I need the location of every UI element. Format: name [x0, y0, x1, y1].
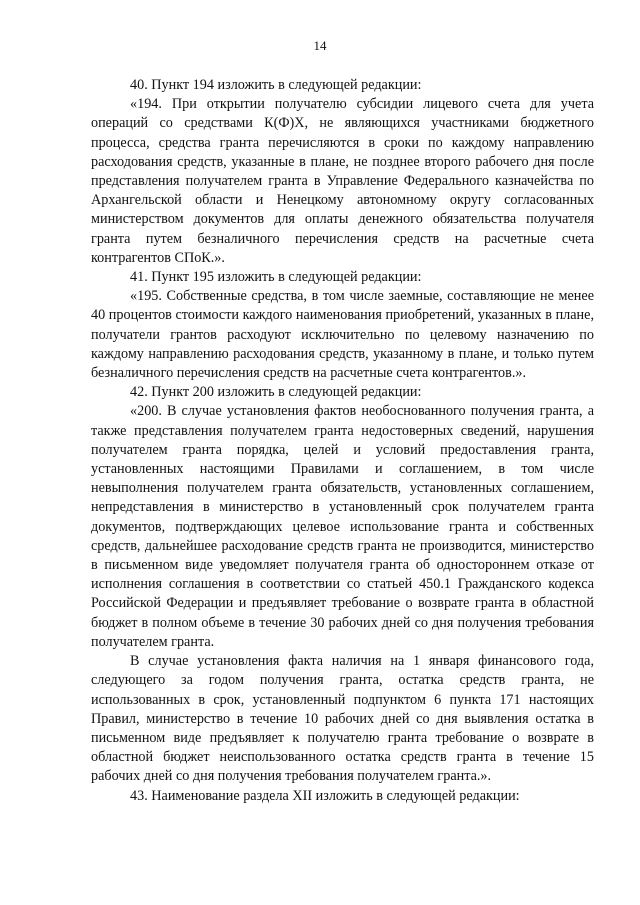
paragraph-item-40: 40. Пункт 194 изложить в следующей редакции:: [130, 77, 422, 93]
paragraph-item-41: 41. Пункт 195 изложить в следующей редакции:: [130, 269, 422, 286]
page-number: 14: [313, 38, 327, 53]
paragraph-clause-200: «200. В случае установления фактов необоснованного получения гранта, а также представления получателем гранта недостоверных сведений, нарушения получателем гранта порядка, целей и условий предоставления гранта, установленных настоящими Правилами и соглашением, в том числе невыполнения получателем гранта обязательств, установленных соглашением, непредставления в министерство в установленный срок получателем гранта документов, подтверждающих целевое использование гранта и собственных средств, дальнейшее расходование средств гранта не производится, министерство в письменном виде уведомляет получателя гранта об одностороннем отказе от исполнения соглашения в соответствии со статьей 450.1 Гражданского кодекса Российской Федерации и предъявляет требование о возврате гранта в областной бюджет в полном объеме в течение 30 рабочих дней со дня получения требования получателем гранта.: [91, 403, 594, 650]
document-body: [91, 76, 594, 806]
paragraph-clause-194: «194. При открытии получателю субсидии лицевого счета для учета операций со средствами К(Ф)Х, не являющихся участниками бюджетного процесса, средства гранта перечисляются в сроки по каждому направлению расходования средств, указанные в плане, не позднее второго рабочего дня после представления получателем гранта в Управление Федерального казначейства по Архангельской области и Ненецкому автономному округу согласованных министерством документов для оплаты денежного обязательства получателя гранта путем безналичного перечисления средств на расчетные счета контрагентов СПоК.».: [91, 96, 594, 266]
paragraph-clause-195: «195. Собственные средства, в том числе заемные, составляющие не менее 40 процентов стоимости каждого наименования приобретений, указанных в плане, получатели грантов расходуют исключительно по целевому назначению по каждому направлению расходования средств, указанному в плане, и только путем безналичного перечисления средств на расчетные счета контрагентов.».: [91, 288, 594, 382]
paragraph-item-42: 42. Пункт 200 изложить в следующей редакции:: [130, 384, 422, 401]
paragraph-item-43: 43. Наименование раздела XII изложить в следующей редакции:: [130, 787, 520, 804]
paragraph-clause-200-cont: В случае установления факта наличия на 1 января финансового года, следующего за годом получения гранта, остатка средств гранта, не использованных в срок, установленный подпунктом 6 пункта 171 настоящих Правил, министерство в течение 10 рабочих дней со дня выявления остатка в письменном виде предъявляет к получателю гранта требование о возврате в областной бюджет неиспользованного остатка средств гранта в течение 15 рабочих дней со дня получения требования получателем гранта.».: [91, 653, 594, 785]
